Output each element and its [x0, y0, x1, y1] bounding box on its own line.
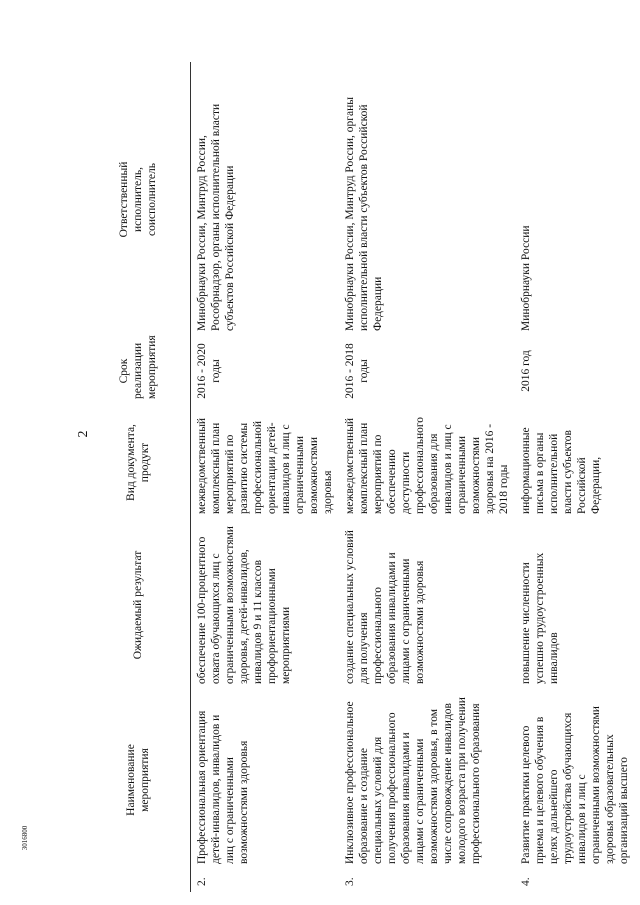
- header-number: [86, 870, 191, 892]
- row-term: 2016 - 2020 годы: [196, 343, 223, 399]
- table-row: [515, 62, 635, 892]
- row-name: Инклюзивное профессиональное образование и создание специальных условий для получения профессионального образования инвалидами и лицами с ограниченными возможностями здоровья, в том числе сопровождение инвалидов молодого возраста при получении профессионального образования: [344, 697, 483, 864]
- row-document: межведомственный комплексный план мероприятий по развитию системы профессиональной ориентации детей-инвалидов и лиц с ограниченными возможностями здоровья: [196, 417, 335, 514]
- row-document: информационные письма в органы исполнительной власти субъектов Российской Федерации,: [520, 427, 603, 514]
- rotated-table-container: [86, 62, 631, 892]
- table-header-row: [86, 62, 191, 892]
- row-result: повышение численности успешно трудоустроенных инвалидов: [520, 552, 561, 684]
- row-responsible: Минобрнауки России, Минтруд России, Рособрнадзор, органы исполнительной власти субъектов Российской Федерации: [196, 103, 237, 331]
- header-term: Срок реализации мероприятия: [86, 337, 191, 405]
- document-code: 3016800: [21, 825, 29, 851]
- row-result: обеспечение 100-процентного охвата обучающихся лиц с ограниченными возможностями здоровья, детей-инвалидов, инвалидов 9 и 11 классов профориентационными мероприятиями: [196, 526, 293, 684]
- header-document: Вид документа, продукт: [86, 405, 191, 520]
- row-number: 4.: [520, 877, 533, 886]
- row-number: 3.: [344, 877, 357, 886]
- row-name: Профессиональная ориентация детей-инвалидов, инвалидов и лиц с ограниченными возможностями здоровья: [196, 710, 251, 864]
- row-responsible: Минобрнауки России, Минтруд России, органы исполнительной власти субъектов Российской Федерации: [344, 96, 385, 331]
- header-name: Наименование мероприятия: [86, 690, 191, 870]
- row-document: межведомственный комплексный план мероприятий по обеспечению доступности профессионального образования для инвалидов и лиц с ограниченными возможностями здоровья на 2016 - 2018 годы: [344, 416, 511, 514]
- row-number: 2.: [196, 877, 208, 886]
- header-responsible: Ответственный исполнитель, соисполнитель: [86, 62, 191, 337]
- row-term: 2016 год: [520, 350, 533, 392]
- row-result: создание специальных условий для получения профессионального образования инвалидами и лицами с ограниченными возможностями здоровья: [344, 530, 427, 684]
- measures-table: [86, 62, 635, 892]
- table-row: [339, 62, 515, 892]
- row-name: Развитие практики целевого приема и целевого обучения в целях дальнейшего трудоустройства обучающихся инвалидов и лиц с ограниченными возможностями здоровья образовательных организаций высшего: [520, 706, 631, 864]
- row-responsible: Минобрнауки России: [520, 225, 533, 331]
- table-row: [191, 62, 340, 892]
- header-result: Ожидаемый результат: [86, 520, 191, 690]
- page-number: 2: [76, 430, 91, 438]
- row-term: 2016 - 2018 годы: [344, 343, 371, 399]
